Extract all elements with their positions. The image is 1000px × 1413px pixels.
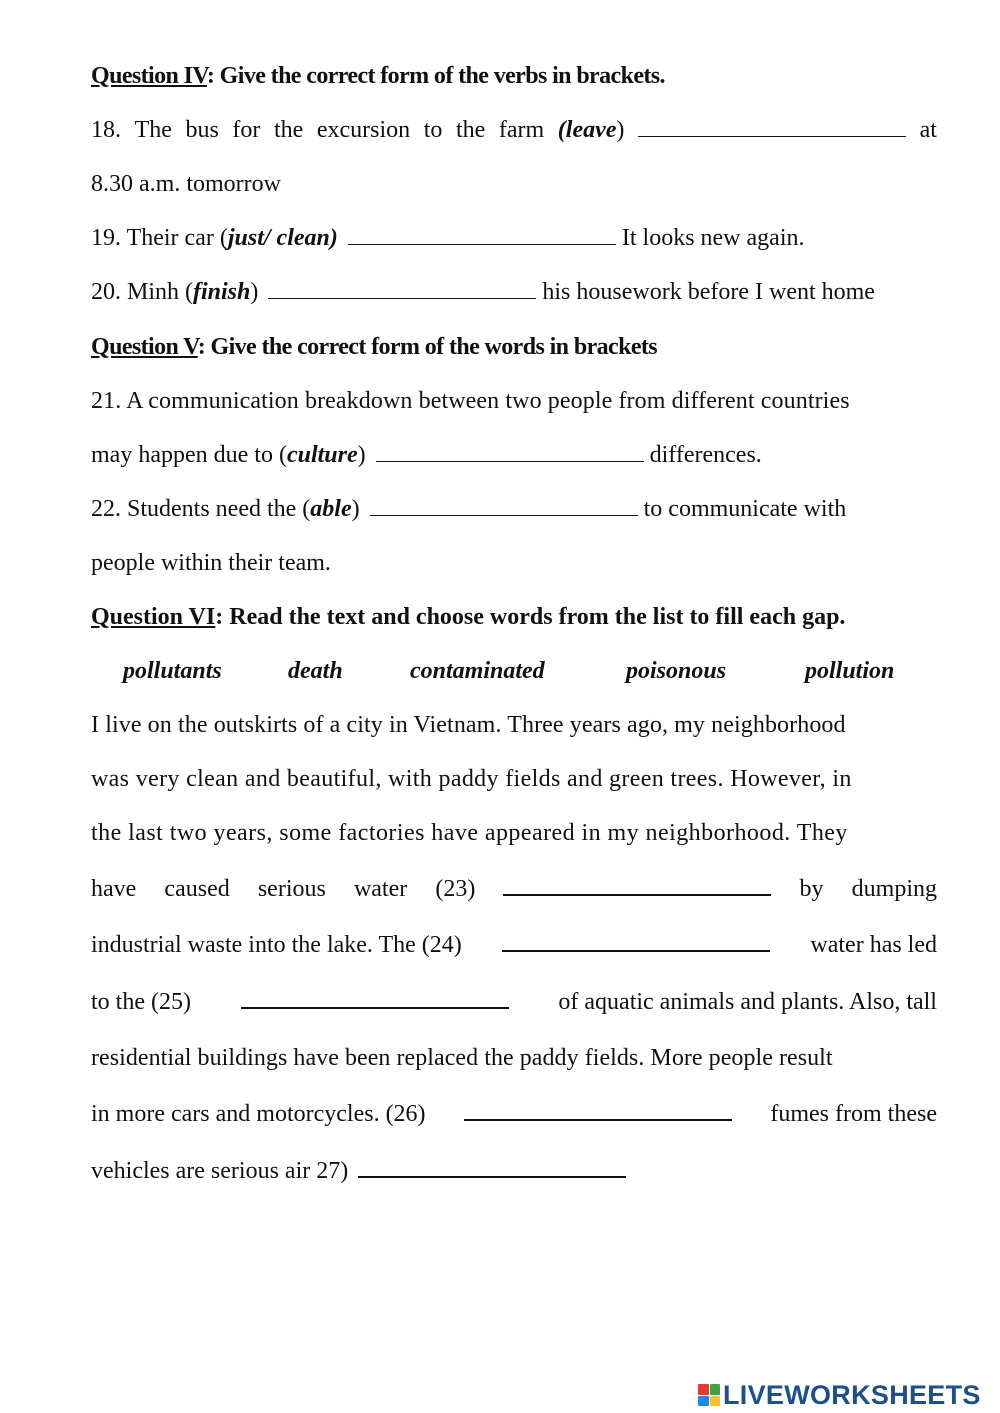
logo-tile [710,1396,721,1407]
logo-tile [698,1396,709,1407]
answer-blank-23[interactable] [503,874,771,896]
passage-line: industrial waste into the lake. The (24) water has led [91,932,937,958]
item-18-prompt-word: bus [185,117,219,143]
answer-blank-20[interactable] [268,278,536,299]
item-18-verb: (leave) [557,117,625,143]
item-22-continuation: people within their team. [91,550,331,576]
item-18-prompt-word: the [273,117,304,143]
question-v-heading [91,332,937,362]
item-18-prompt-word: The [134,117,172,143]
answer-blank-18[interactable] [638,116,906,137]
item-18-prompt-word: the [456,117,486,143]
item-18-prompt-word: farm [498,117,545,143]
item-21-line1: 21. A communication breakdown between two people from different countries [91,388,850,414]
question-vi-heading [91,602,937,632]
passage-line: vehicles are serious air 27) [91,1156,937,1186]
answer-blank-21[interactable] [376,441,644,462]
passage-line: the last two years, some factories have appeared in my neighborhood. They [91,820,848,846]
item-18 [91,115,937,145]
passage-line: I live on the outskirts of a city in Vietnam. Three years ago, my neighborhood [91,712,846,738]
logo-tile [710,1384,721,1395]
answer-blank-19[interactable] [348,224,616,245]
word-bank-item: pollution [805,658,895,684]
question-iv-heading [91,61,937,91]
item-18-prompt-word: excursion [316,117,411,143]
question-iv-label: Question IV [91,63,207,89]
passage-line: have caused serious water (23) by dumping [91,876,937,902]
item-21-line2: may happen due to (culture) differences. [91,442,762,468]
item-18-prompt-word: for [232,117,261,143]
answer-blank-24[interactable] [502,930,770,952]
answer-blank-25[interactable] [241,987,509,1009]
word-bank-item: contaminated [410,658,545,684]
passage-line: was very clean and beautiful, with paddy fields and green trees. However, in [91,766,852,792]
item-18-continuation: 8.30 a.m. tomorrow [91,171,281,197]
item-19: 19. Their car (just/ clean) It looks new again. [91,225,805,251]
question-vi-instruction: : Read the text and choose words from the list to fill each gap. [215,604,846,630]
logo-tile [698,1384,709,1395]
answer-blank-27[interactable] [358,1156,626,1178]
question-v-instruction: : Give the correct form of the words in brackets [197,334,658,360]
word-bank-item: pollutants [123,658,222,684]
liveworksheets-brand: LIVEWORKSHEETS [723,1380,981,1410]
passage-line: residential buildings have been replaced the paddy fields. More people result [91,1045,833,1071]
question-v-label: Question V [91,334,198,360]
answer-blank-26[interactable] [464,1099,732,1121]
item-22: 22. Students need the (able) to communicate with [91,496,847,522]
question-vi-label: Question VI [91,604,216,630]
liveworksheets-logo-icon [698,1384,720,1406]
item-20: 20. Minh (finish) his housework before I went home [91,279,875,305]
passage-line: to the (25) of aquatic animals and plants. Also, tall [91,989,937,1015]
answer-blank-22[interactable] [370,495,638,516]
word-bank-item: death [288,658,343,684]
item-18-post: at [919,117,937,143]
liveworksheets-logo [698,1380,981,1410]
item-18-number: 18. [91,117,121,143]
item-18-prompt-word: to [423,117,443,143]
question-iv-instruction: : Give the correct form of the verbs in brackets. [206,63,665,89]
word-bank-item: poisonous [626,658,727,684]
passage-line: in more cars and motorcycles. (26) fumes from these [91,1101,937,1127]
